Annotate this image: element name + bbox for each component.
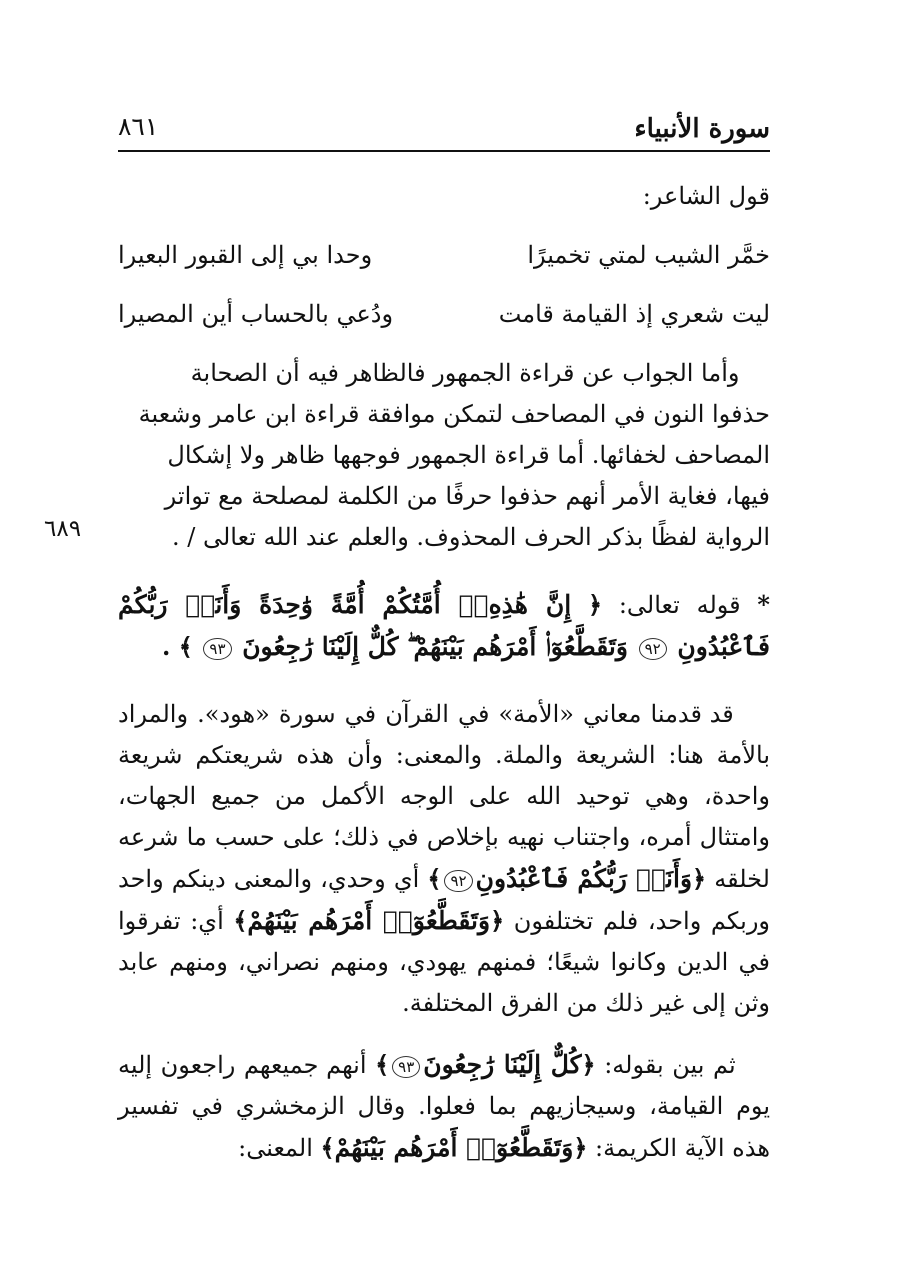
quran-text: إِنَّ هَٰذِهِۦٓ أُمَّتُكُمْ أُمَّةً وَٰحِدَةً وَأَنَا۠ رَبُّكُمْ فَٱعْبُدُونِ bbox=[118, 590, 770, 661]
quran-open-bracket: ﴿ bbox=[581, 1050, 596, 1079]
quran-close-bracket: ﴾ . bbox=[162, 632, 193, 661]
verse-intro: قوله تعالى: bbox=[618, 591, 741, 619]
text-line: فيها، فغاية الأمر أنهم حذفوا حرفًا من الكلمة لمصلحة مع تواتر bbox=[164, 482, 770, 510]
body-text: أي: تفرقوا في الدين وكانوا شيعًا؛ فمنهم يهودي، ومنهم نصراني، ومنهم عابد وثن إلى غير ذلك من الفرق المختلفة. bbox=[118, 907, 770, 1017]
body-text: المعنى: bbox=[238, 1134, 313, 1162]
quran-text: وَأَنَا۠ رَبُّكُمْ فَٱعْبُدُونِ bbox=[475, 864, 693, 893]
margin-page-reference: ٦٨٩ bbox=[44, 516, 82, 542]
page-body bbox=[118, 176, 770, 1169]
book-page bbox=[118, 100, 770, 1220]
paragraph-meaning-of-ummah bbox=[118, 694, 770, 1024]
verse-second-hemistich: ودُعي بالحساب أين المصيرا bbox=[118, 300, 394, 328]
quran-close-bracket: ﴾ bbox=[375, 1050, 390, 1079]
ayah-number-marker: ٩٢ bbox=[444, 870, 472, 892]
poem-verse bbox=[118, 294, 770, 335]
quran-text: وَتَقَطَّعُوٓا۟ أَمْرَهُم بَيْنَهُمْ bbox=[247, 906, 491, 935]
paragraph-return-to-allah bbox=[118, 1044, 770, 1169]
ayah-number-marker: ٩٣ bbox=[203, 638, 231, 660]
ayah-number-marker: ٩٣ bbox=[392, 1056, 420, 1078]
page-number: ٨٦١ bbox=[118, 112, 159, 141]
quran-text: كُلٌّ إِلَيْنَا رَٰجِعُونَ bbox=[423, 1050, 582, 1079]
poem-verse bbox=[118, 235, 770, 276]
quran-open-bracket: ﴿ bbox=[692, 864, 707, 893]
quran-close-bracket: ﴾ bbox=[320, 1133, 335, 1162]
body-text: أنهم جميعهم راجعون إليه يوم القيامة، وسيجازيهم بما فعلوا. وقال الزمخشري في تفسير هذه الآية الكريمة: bbox=[118, 1051, 770, 1162]
verse-second-hemistich: وحدا بي إلى القبور البعيرا bbox=[118, 241, 373, 269]
body-text: أي وحدي، والمعنى دينكم واحد وربكم واحد، فلم تختلفون bbox=[118, 865, 770, 935]
text-line-content: وأما الجواب عن قراءة الجمهور فالظاهر فيه أن الصحابة bbox=[190, 359, 740, 387]
body-text: ثم بين بقوله: bbox=[604, 1051, 736, 1079]
text-line: حذفوا النون في المصاحف لتمكن موافقة قراءة ابن عامر وشعبة bbox=[138, 400, 770, 428]
quran-text: وَتَقَطَّعُوٓا۟ أَمْرَهُم بَيْنَهُمْ ۖ كُلٌّ إِلَيْنَا رَٰجِعُونَ bbox=[242, 632, 628, 661]
text-line bbox=[118, 353, 770, 394]
text-line: المصاحف لخفائها. أما قراءة الجمهور فوجهها ظاهر ولا إشكال bbox=[167, 441, 770, 469]
body-text: قد قدمنا معاني «الأمة» في القرآن في سورة «هود». والمراد بالأمة هنا: الشريعة والملة. والمعنى: وأن هذه شريعتكم شريعة واحدة، وهي توحيد الله على الوجه الأكمل من جميع الجهات، وامتثال أمره، واجتناب نهيه بإخلاص في ذلك؛ على حسب ما شرعه لخلقه bbox=[118, 700, 771, 893]
running-head bbox=[118, 100, 770, 152]
poem-label: قول الشاعر: bbox=[642, 182, 770, 210]
quran-open-bracket: ﴿ bbox=[587, 590, 603, 619]
verse-first-hemistich: خمَّر الشيب لمتي تخميرًا bbox=[527, 241, 770, 269]
quran-open-bracket: ﴿ bbox=[573, 1133, 588, 1162]
quran-text: وَتَقَطَّعُوٓا۟ أَمْرَهُم بَيْنَهُمْ bbox=[334, 1133, 574, 1162]
verse-heading bbox=[118, 584, 770, 668]
quran-open-bracket: ﴿ bbox=[490, 906, 505, 935]
surah-title: سورة الأنبياء bbox=[634, 114, 770, 144]
star-marker: * bbox=[757, 590, 770, 619]
quran-close-bracket: ﴾ bbox=[233, 906, 248, 935]
ayah-number-marker: ٩٢ bbox=[639, 638, 667, 660]
paragraph-reading-explanation bbox=[118, 353, 770, 558]
text-line: الرواية لفظًا بذكر الحرف المحذوف. والعلم عند الله تعالى / . bbox=[172, 523, 770, 551]
quran-close-bracket: ﴾ bbox=[427, 864, 442, 893]
verse-first-hemistich: ليت شعري إذ القيامة قامت bbox=[498, 300, 770, 328]
